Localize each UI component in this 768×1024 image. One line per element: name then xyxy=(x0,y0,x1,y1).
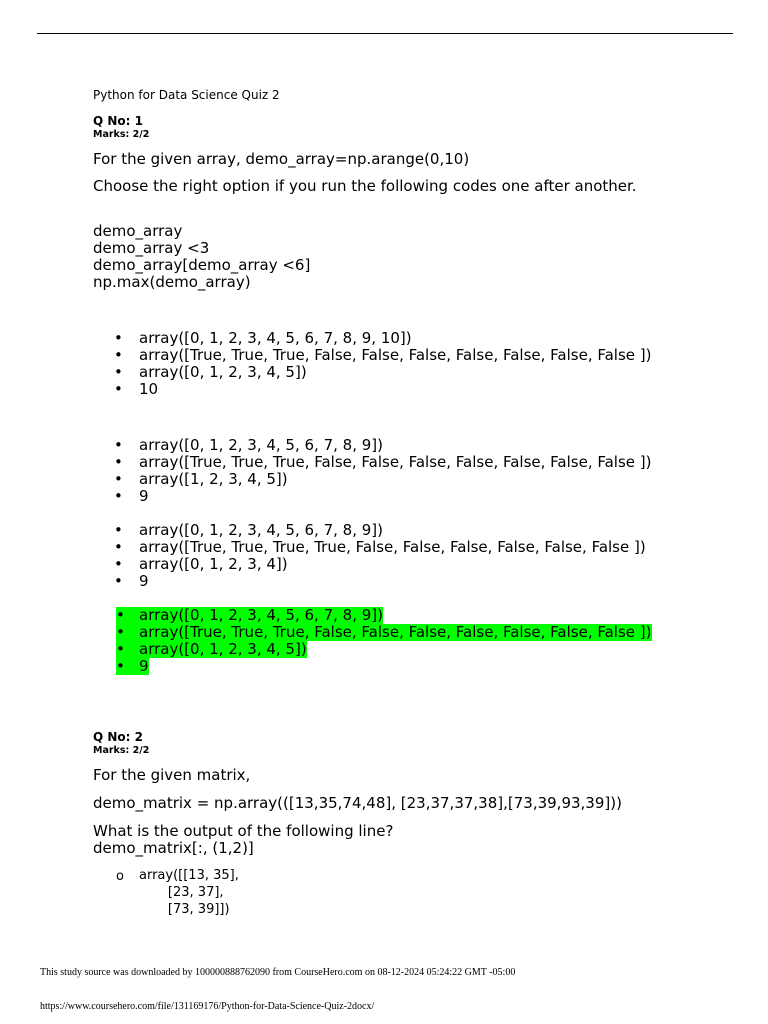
list-item: • array([0, 1, 2, 3, 4, 5, 6, 7, 8, 9]) xyxy=(114,436,383,454)
circle-bullet-icon: o xyxy=(116,869,124,884)
q2-number: Q No: 2 xyxy=(93,730,143,744)
bullet-icon: • xyxy=(114,521,123,539)
bullet-icon: • xyxy=(114,346,123,364)
bullet-icon: • xyxy=(114,555,123,573)
bullet-icon: • xyxy=(114,363,123,381)
list-item: • array([True, True, True, False, False, False, False, False, False, False ]) xyxy=(114,453,652,471)
list-item: • 9 xyxy=(114,487,149,505)
list-item: • array([True, True, True, False, False, False, False, False, False, False ]) xyxy=(114,346,652,364)
list-item: • array([True, True, True, True, False, False, False, False, False, False ]) xyxy=(114,538,646,556)
q1-option-b[interactable] xyxy=(93,437,652,505)
list-item: • array([True, True, True, False, False, False, False, False, False, False ]) xyxy=(116,623,652,641)
document-title: Python for Data Science Quiz 2 xyxy=(93,88,280,102)
bullet-icon: • xyxy=(114,572,123,590)
list-item: • array([0, 1, 2, 3, 4, 5, 6, 7, 8, 9]) xyxy=(114,521,383,539)
bullet-icon: • xyxy=(114,436,123,454)
q2-question: What is the output of the following line? xyxy=(93,822,394,840)
code-line: demo_array <3 xyxy=(93,239,210,257)
q1-option-a[interactable] xyxy=(93,330,652,398)
bullet-icon: • xyxy=(114,329,123,347)
bullet-icon: • xyxy=(114,538,123,556)
bullet-icon: • xyxy=(116,657,125,675)
list-item: • 9 xyxy=(116,657,149,675)
bullet-icon: • xyxy=(116,623,125,641)
q1-instruction: Choose the right option if you run the following codes one after another. xyxy=(93,177,637,195)
q1-prompt: For the given array, demo_array=np.arange(0,10) xyxy=(93,150,470,168)
bullet-icon: • xyxy=(114,487,123,505)
header-rule xyxy=(37,33,733,34)
code-line: demo_array xyxy=(93,222,183,240)
q2-code: demo_matrix[:, (1,2)] xyxy=(93,839,254,857)
code-line: demo_array[demo_array <6] xyxy=(93,256,311,274)
download-note: This study source was downloaded by 100000888762090 from CourseHero.com on 08-12-2024 05:24:22 GMT -05:00 xyxy=(40,967,516,978)
list-item: • array([0, 1, 2, 3, 4]) xyxy=(114,555,288,573)
bullet-icon: • xyxy=(114,470,123,488)
q1-option-c[interactable] xyxy=(93,522,646,590)
bullet-icon: • xyxy=(114,453,123,471)
list-item: • array([0, 1, 2, 3, 4, 5]) xyxy=(116,640,307,658)
list-item: • array([0, 1, 2, 3, 4, 5, 6, 7, 8, 9, 10]) xyxy=(114,329,412,347)
q2-matrix: demo_matrix = np.array(([13,35,74,48], [23,37,37,38],[73,39,93,39])) xyxy=(93,794,622,812)
bullet-icon: • xyxy=(116,640,125,658)
list-item: • array([0, 1, 2, 3, 4, 5, 6, 7, 8, 9]) xyxy=(116,606,383,624)
q1-marks: Marks: 2/2 xyxy=(93,129,150,140)
q2-marks: Marks: 2/2 xyxy=(93,745,150,756)
source-url[interactable]: https://www.coursehero.com/file/131169176/Python-for-Data-Science-Quiz-2docx/ xyxy=(40,1001,375,1012)
bullet-icon: • xyxy=(114,380,123,398)
q1-number: Q No: 1 xyxy=(93,114,143,128)
list-item: • 9 xyxy=(114,572,149,590)
q1-code-block xyxy=(93,223,310,291)
q2-prompt: For the given matrix, xyxy=(93,766,251,784)
list-item: • array([0, 1, 2, 3, 4, 5]) xyxy=(114,363,307,381)
q1-option-d-correct[interactable] xyxy=(93,607,652,675)
q2-option-1-text: array([[13, 35], [23, 37], [73, 39]]) xyxy=(139,868,239,917)
list-item: • array([1, 2, 3, 4, 5]) xyxy=(114,470,288,488)
list-item: • 10 xyxy=(114,380,159,398)
code-line: np.max(demo_array) xyxy=(93,273,251,291)
bullet-icon: • xyxy=(116,606,125,624)
